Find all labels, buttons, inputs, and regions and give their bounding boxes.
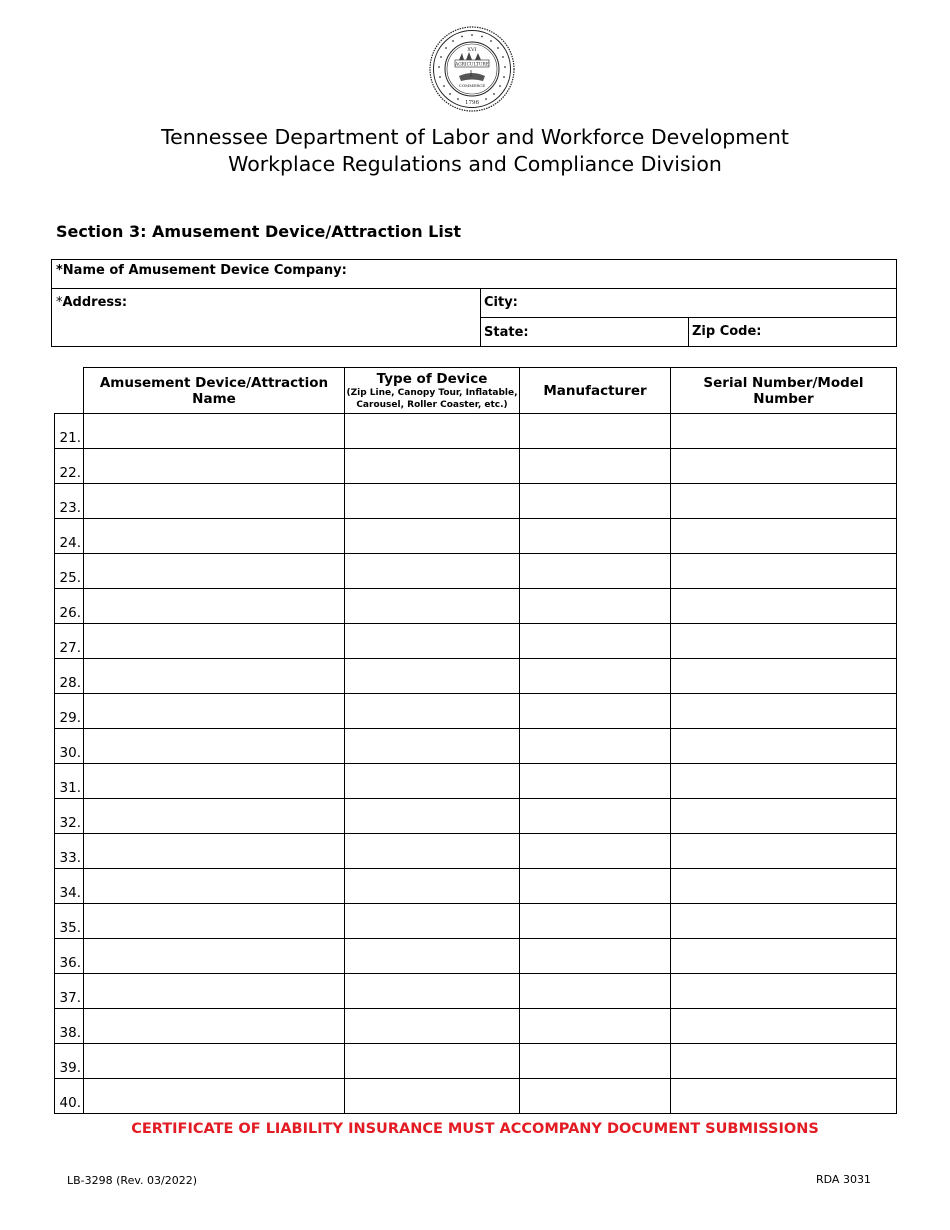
svg-text:1796: 1796 bbox=[465, 100, 479, 106]
svg-text:COMMERCE: COMMERCE bbox=[458, 83, 486, 88]
column-header-name: Amusement Device/Attraction Name bbox=[84, 368, 345, 414]
row-number: 33. bbox=[55, 834, 84, 869]
serial-cell[interactable] bbox=[671, 1044, 897, 1079]
name-cell[interactable] bbox=[84, 449, 345, 484]
manufacturer-cell[interactable] bbox=[520, 939, 671, 974]
form-number: LB-3298 (Rev. 03/2022) bbox=[67, 1174, 197, 1187]
serial-cell[interactable] bbox=[671, 1079, 897, 1114]
serial-cell[interactable] bbox=[671, 624, 897, 659]
serial-cell[interactable] bbox=[671, 554, 897, 589]
table-row bbox=[55, 1009, 897, 1044]
row-number: 27. bbox=[55, 624, 84, 659]
type-cell[interactable] bbox=[345, 834, 520, 869]
table-row bbox=[55, 1044, 897, 1079]
type-cell[interactable] bbox=[345, 519, 520, 554]
row-number: 30. bbox=[55, 729, 84, 764]
row-number: 26. bbox=[55, 589, 84, 624]
type-cell[interactable] bbox=[345, 904, 520, 939]
type-cell[interactable] bbox=[345, 799, 520, 834]
name-cell[interactable] bbox=[84, 554, 345, 589]
row-number: 29. bbox=[55, 694, 84, 729]
manufacturer-cell[interactable] bbox=[520, 554, 671, 589]
row-number: 35. bbox=[55, 904, 84, 939]
serial-cell[interactable] bbox=[671, 904, 897, 939]
manufacturer-cell[interactable] bbox=[520, 974, 671, 1009]
table-row bbox=[55, 484, 897, 519]
table-row bbox=[55, 729, 897, 764]
table-row bbox=[55, 1079, 897, 1114]
manufacturer-cell[interactable] bbox=[520, 449, 671, 484]
table-row bbox=[55, 589, 897, 624]
serial-cell[interactable] bbox=[671, 939, 897, 974]
manufacturer-cell[interactable] bbox=[520, 834, 671, 869]
manufacturer-cell[interactable] bbox=[520, 799, 671, 834]
serial-cell[interactable] bbox=[671, 659, 897, 694]
type-cell[interactable] bbox=[345, 589, 520, 624]
table-header-row bbox=[55, 368, 897, 414]
rda-number: RDA 3031 bbox=[816, 1173, 871, 1186]
serial-cell[interactable] bbox=[671, 799, 897, 834]
manufacturer-cell[interactable] bbox=[520, 904, 671, 939]
manufacturer-cell[interactable] bbox=[520, 1079, 671, 1114]
name-cell[interactable] bbox=[84, 589, 345, 624]
manufacturer-cell[interactable] bbox=[520, 729, 671, 764]
row-number: 38. bbox=[55, 1009, 84, 1044]
agency-heading bbox=[0, 124, 950, 178]
section-title: Section 3: Amusement Device/Attraction List bbox=[56, 222, 462, 241]
table-row bbox=[55, 414, 897, 449]
name-cell[interactable] bbox=[84, 624, 345, 659]
table-row bbox=[55, 449, 897, 484]
serial-cell[interactable] bbox=[671, 1009, 897, 1044]
row-number: 32. bbox=[55, 799, 84, 834]
serial-cell[interactable] bbox=[671, 869, 897, 904]
serial-cell[interactable] bbox=[671, 764, 897, 799]
manufacturer-cell[interactable] bbox=[520, 764, 671, 799]
row-number-header bbox=[55, 368, 84, 414]
insurance-notice: CERTIFICATE OF LIABILITY INSURANCE MUST ACCOMPANY DOCUMENT SUBMISSIONS bbox=[131, 1121, 819, 1137]
name-cell[interactable] bbox=[84, 694, 345, 729]
row-number: 39. bbox=[55, 1044, 84, 1079]
table-row bbox=[55, 554, 897, 589]
row-number: 28. bbox=[55, 659, 84, 694]
name-cell[interactable] bbox=[84, 729, 345, 764]
row-number: 36. bbox=[55, 939, 84, 974]
row-number: 37. bbox=[55, 974, 84, 1009]
type-cell[interactable] bbox=[345, 939, 520, 974]
agency-name: Tennessee Department of Labor and Workforce Development bbox=[161, 125, 789, 149]
table-row bbox=[55, 974, 897, 1009]
name-cell[interactable] bbox=[84, 1009, 345, 1044]
serial-cell[interactable] bbox=[671, 694, 897, 729]
state-label: State: bbox=[484, 325, 529, 340]
name-cell[interactable] bbox=[84, 414, 345, 449]
tennessee-state-seal-icon bbox=[429, 26, 515, 112]
state-zip-divider bbox=[688, 317, 689, 347]
name-cell[interactable] bbox=[84, 484, 345, 519]
row-number: 22. bbox=[55, 449, 84, 484]
type-of-device-title: Type of Device bbox=[376, 370, 488, 387]
name-cell[interactable] bbox=[84, 764, 345, 799]
table-row bbox=[55, 694, 897, 729]
name-cell[interactable] bbox=[84, 799, 345, 834]
column-header-serial: Serial Number/Model Number bbox=[671, 368, 897, 414]
type-cell[interactable] bbox=[345, 694, 520, 729]
manufacturer-cell[interactable] bbox=[520, 519, 671, 554]
serial-cell[interactable] bbox=[671, 484, 897, 519]
type-of-device-examples-line2: Carousel, Roller Coaster, etc.) bbox=[356, 399, 508, 410]
name-cell[interactable] bbox=[84, 1079, 345, 1114]
name-cell[interactable] bbox=[84, 869, 345, 904]
name-cell[interactable] bbox=[84, 519, 345, 554]
device-table-body bbox=[55, 414, 897, 1114]
type-cell[interactable] bbox=[345, 869, 520, 904]
name-cell[interactable] bbox=[84, 834, 345, 869]
required-marker: * bbox=[56, 295, 63, 310]
table-row bbox=[55, 519, 897, 554]
name-cell[interactable] bbox=[84, 659, 345, 694]
svg-text:XVI: XVI bbox=[467, 47, 477, 53]
address-label-text: Address: bbox=[62, 295, 128, 310]
name-cell[interactable] bbox=[84, 904, 345, 939]
manufacturer-cell[interactable] bbox=[520, 589, 671, 624]
zip-code-label: Zip Code: bbox=[692, 324, 762, 339]
manufacturer-cell[interactable] bbox=[520, 694, 671, 729]
company-name-label: *Name of Amusement Device Company: bbox=[56, 263, 347, 278]
table-row bbox=[55, 764, 897, 799]
type-cell[interactable] bbox=[345, 449, 520, 484]
row-number: 40. bbox=[55, 1079, 84, 1114]
division-name: Workplace Regulations and Compliance Division bbox=[228, 152, 722, 176]
table-row bbox=[55, 799, 897, 834]
device-table bbox=[54, 367, 897, 1114]
manufacturer-cell[interactable] bbox=[520, 414, 671, 449]
table-row bbox=[55, 624, 897, 659]
table-row bbox=[55, 939, 897, 974]
serial-cell[interactable] bbox=[671, 589, 897, 624]
row-number: 21. bbox=[55, 414, 84, 449]
column-header-type bbox=[345, 368, 520, 414]
name-cell[interactable] bbox=[84, 974, 345, 1009]
type-of-device-examples-line1: (Zip Line, Canopy Tour, Inflatable, bbox=[346, 387, 518, 398]
manufacturer-cell[interactable] bbox=[520, 484, 671, 519]
table-row bbox=[55, 659, 897, 694]
serial-cell[interactable] bbox=[671, 414, 897, 449]
type-cell[interactable] bbox=[345, 554, 520, 589]
table-row bbox=[55, 869, 897, 904]
manufacturer-cell[interactable] bbox=[520, 1044, 671, 1079]
row-number: 24. bbox=[55, 519, 84, 554]
type-cell[interactable] bbox=[345, 974, 520, 1009]
type-cell[interactable] bbox=[345, 624, 520, 659]
type-cell[interactable] bbox=[345, 1044, 520, 1079]
type-cell[interactable] bbox=[345, 484, 520, 519]
svg-text:AGRICULTURE: AGRICULTURE bbox=[455, 62, 489, 68]
serial-cell[interactable] bbox=[671, 834, 897, 869]
manufacturer-cell[interactable] bbox=[520, 869, 671, 904]
table-row bbox=[55, 834, 897, 869]
city-label: City: bbox=[484, 295, 518, 310]
type-cell[interactable] bbox=[345, 1009, 520, 1044]
row-number: 31. bbox=[55, 764, 84, 799]
manufacturer-cell[interactable] bbox=[520, 1009, 671, 1044]
row-number: 25. bbox=[55, 554, 84, 589]
serial-cell[interactable] bbox=[671, 449, 897, 484]
manufacturer-cell[interactable] bbox=[520, 659, 671, 694]
serial-cell[interactable] bbox=[671, 729, 897, 764]
type-cell[interactable] bbox=[345, 414, 520, 449]
serial-cell[interactable] bbox=[671, 974, 897, 1009]
type-cell[interactable] bbox=[345, 1079, 520, 1114]
type-cell[interactable] bbox=[345, 729, 520, 764]
manufacturer-cell[interactable] bbox=[520, 624, 671, 659]
address-label bbox=[56, 295, 127, 310]
row-number: 23. bbox=[55, 484, 84, 519]
serial-cell[interactable] bbox=[671, 519, 897, 554]
name-cell[interactable] bbox=[84, 1044, 345, 1079]
company-info-divider bbox=[51, 288, 897, 289]
type-cell[interactable] bbox=[345, 659, 520, 694]
column-header-manufacturer: Manufacturer bbox=[520, 368, 671, 414]
name-cell[interactable] bbox=[84, 939, 345, 974]
table-row bbox=[55, 904, 897, 939]
row-number: 34. bbox=[55, 869, 84, 904]
type-cell[interactable] bbox=[345, 764, 520, 799]
